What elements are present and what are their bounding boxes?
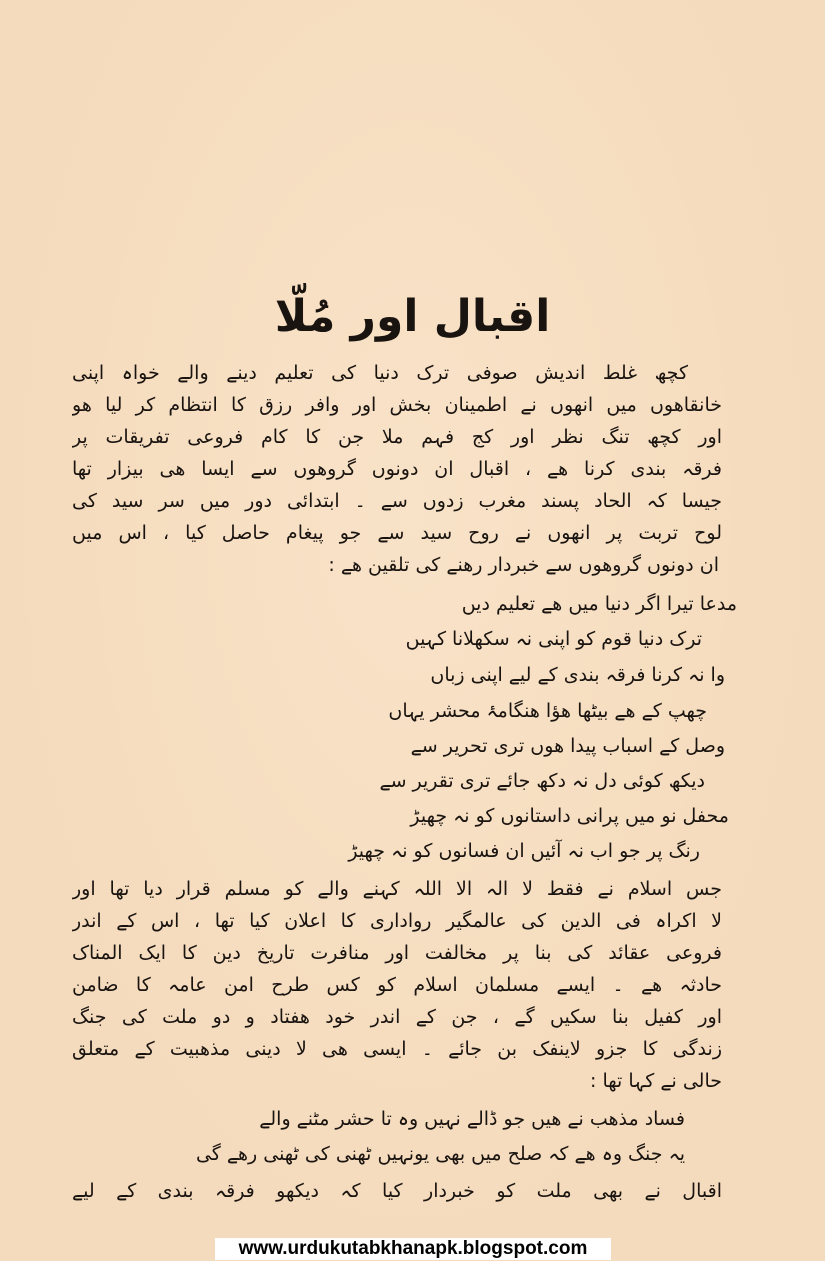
paragraph-2-line-4: حادثہ ھے ۔ ایسے مسلمان اسلام کو کس طرح امن عامہ کا ضامن (72, 974, 722, 996)
verse-1: مدعا تیرا اگر دنیا میں ھے تعلیم دیں (461, 593, 737, 615)
paragraph-2-line-7: حالی نے کہا تھا : (590, 1070, 722, 1092)
verse-2: ترک دنیا قوم کو اپنی نہ سکھلانا کہیں (405, 628, 702, 650)
paragraph-2-line-2: لا اکراہ فی الدین کی عالمگیر رواداری کا اعلان کیا تھا ، اس کے اندر (72, 910, 722, 932)
verse-8: رنگ پر جو اب نہ آئیں ان فسانوں کو نہ چھیڑ (348, 840, 700, 862)
verse-5: وصل کے اسباب پیدا ھوں تری تحریر سے (410, 735, 725, 757)
verse-3: وا نہ کرنا فرقہ بندی کے لیے اپنی زباں (430, 664, 725, 686)
verse-7: محفل نو میں پرانی داستانوں کو نہ چھیڑ (410, 805, 729, 827)
paragraph-1-line-4: فرقہ بندی کرنا ھے ، اقبال ان دونوں گروھوں سے ایسا ھی بیزار تھا (72, 458, 722, 480)
verse-4: چھپ کے ھے بیٹھا ھؤا ھنگامۂ محشر یہاں (388, 700, 707, 722)
paragraph-2-line-6: زندگی کا جزو لاینفک بن جائے ۔ ایسی ھی لا دینی مذھبیت کے متعلق (72, 1038, 722, 1060)
paragraph-1-line-1: کچھ غلط اندیش صوفی ترک دنیا کی تعلیم دینے والے خواہ اپنی (72, 362, 688, 384)
verse-9: فساد مذھب نے ھیں جو ڈالے نہیں وہ تا حشر مٹنے والے (259, 1108, 685, 1130)
verse-6: دیکھ کوئی دل نہ دکھ جائے تری تقریر سے (379, 770, 705, 792)
chapter-title: اقبال اور مُلّا (274, 291, 551, 342)
paragraph-2-line-1: جس اسلام نے فقط لا الہ الا اللہ کہنے والے کو مسلم قرار دیا تھا اور (72, 878, 722, 900)
website-watermark: www.urdukutabkhanapk.blogspot.com (215, 1238, 611, 1260)
paragraph-3-line-1: اقبال نے بھی ملت کو خبردار کیا کہ دیکھو فرقہ بندی کے لیے (72, 1180, 722, 1202)
paragraph-1-line-6: لوح تربت پر انھوں نے روح سید سے جو پیغام حاصل کیا ، اس میں (72, 522, 722, 544)
verse-10: یہ جنگ وہ ھے کہ صلح میں بھی یونہیں ٹھنی کی ٹھنی رھے گی (195, 1143, 685, 1165)
paragraph-1-line-2: خانقاھوں میں انھوں نے اطمینان بخش اور وافر رزق کا انتظام کر لیا ھو (72, 394, 722, 416)
paragraph-2-line-5: اور کفیل بنا سکیں گے ، جن کے اندر خود ھفتاد و دو ملت کی جنگ (72, 1006, 722, 1028)
paragraph-1-line-7: ان دونوں گروھوں سے خبردار رھنے کی تلقین ھے : (328, 554, 719, 576)
paragraph-1-line-5: جیسا کہ الحاد پسند مغرب زدوں سے ۔ ابتدائی دور میں سر سید کی (72, 490, 722, 512)
paragraph-1-line-3: اور کچھ تنگ نظر اور کج فہم ملا جن کا کام فروعی تفریقات پر (72, 426, 722, 448)
paragraph-2-line-3: فروعی عقائد کی بنا پر مخالفت اور منافرت تاریخ دین کا ایک المناک (72, 942, 722, 964)
